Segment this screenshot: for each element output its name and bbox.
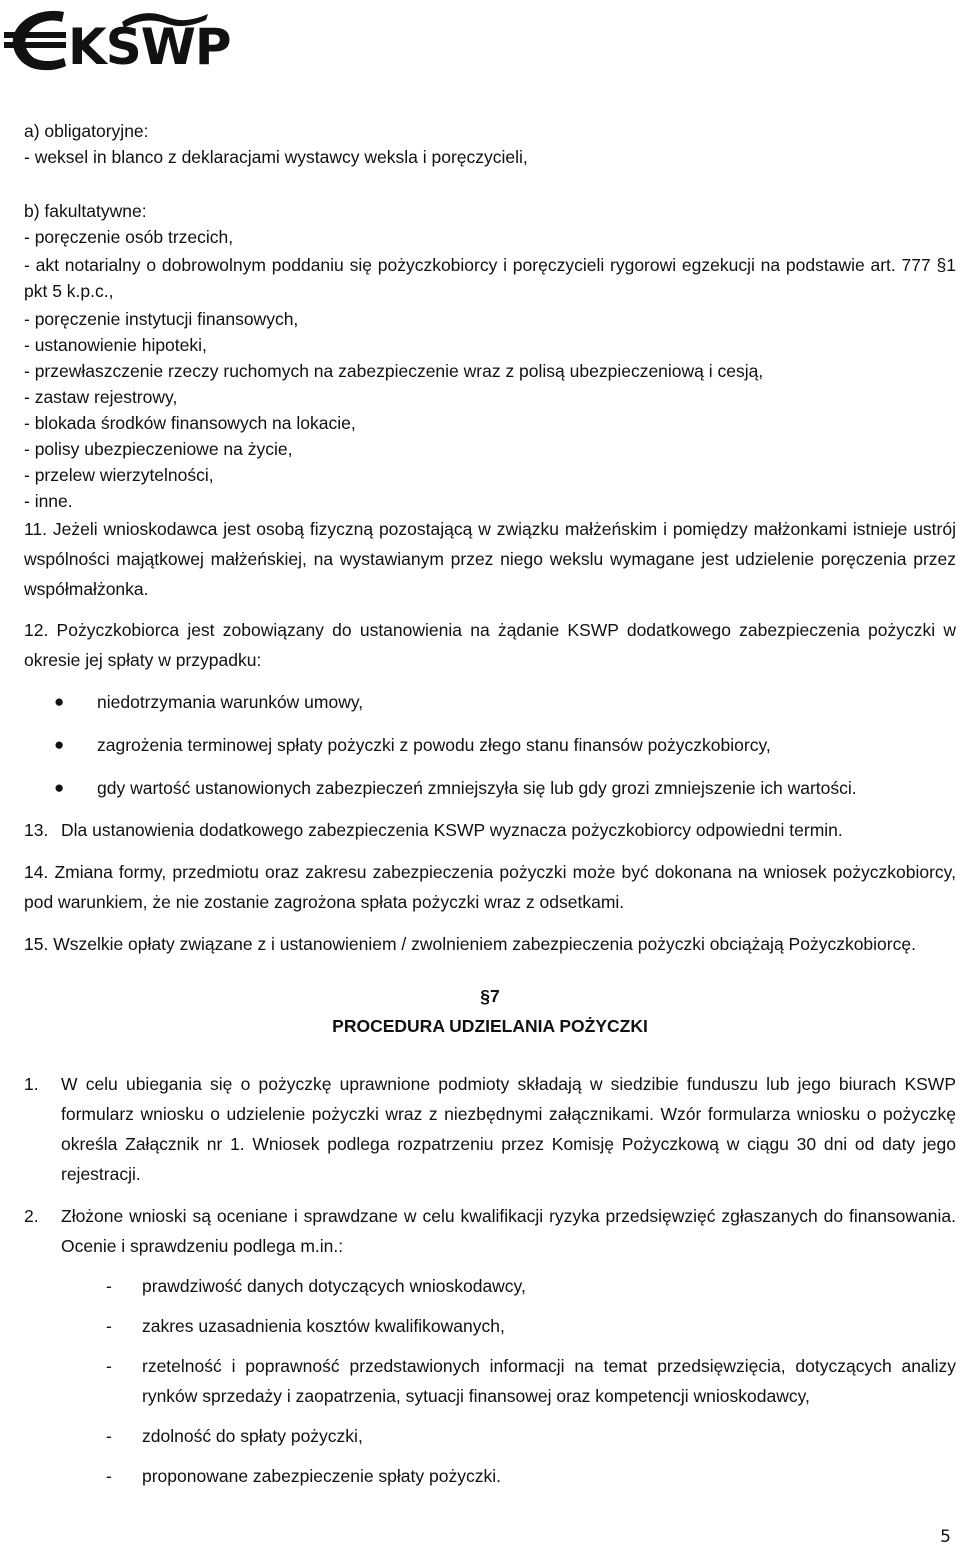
list-item: - ustanowienie hipoteki,: [24, 335, 207, 355]
paragraph-text: Dla ustanowienia dodatkowego zabezpieczenia KSWP wyznacza pożyczkobiorcy odpowiedni termin.: [61, 820, 843, 840]
dash-item: - rzetelność i poprawność przedstawionych informacji na temat przedsięwzięcia, dotyczących analizy rynków sprzedaży i zaopatrzenia, sytuacji finansowej oraz kompetencji wnioskodawcy,: [24, 1351, 956, 1411]
list-item: - blokada środków finansowych na lokacie,: [24, 413, 356, 433]
section-title: PROCEDURA UDZIELANIA POŻYCZKI: [332, 1016, 648, 1036]
dash-text: rzetelność i poprawność przedstawionych informacji na temat przedsięwzięcia, dotyczących analizy rynków sprzedaży i zaopatrzenia, sytuacji finansowej oraz kompetencji wnioskodawcy,: [142, 1356, 956, 1406]
list-item: - polisy ubezpieczeniowe na życie,: [24, 439, 293, 459]
paragraph-number: 2.: [24, 1206, 39, 1226]
paragraph-text: W celu ubiegania się o pożyczkę uprawnione podmioty składają w siedzibie funduszu lub jego biurach KSWP formularz wniosku o udzielenie pożyczki wraz z niezbędnymi załącznikami. Wzór formularza wniosku o pożyczkę określa Załącznik nr 1. Wniosek podlega rozpatrzeniu przez Komisję Pożyczkową w ciągu 30 dni od daty jego rejestracji.: [61, 1074, 956, 1184]
dash-item: - proponowane zabezpieczenie spłaty pożyczki.: [24, 1461, 956, 1491]
paragraph-number: 13.: [24, 820, 49, 840]
list-item: - zastaw rejestrowy,: [24, 387, 178, 407]
paragraph-13: [24, 815, 956, 845]
paragraph-12: 12. Pożyczkobiorca jest zobowiązany do ustanowienia na żądanie KSWP dodatkowego zabezpieczenia pożyczki w okresie jej spłaty w przypadku:: [24, 620, 956, 670]
list-item: - poręczenie osób trzecich,: [24, 227, 234, 247]
bullet-icon: ●: [54, 778, 65, 797]
dash-text: zakres uzasadnienia kosztów kwalifikowanych,: [142, 1316, 505, 1336]
bullet-text: zagrożenia terminowej spłaty pożyczki z powodu złego stanu finansów pożyczkobiorcy,: [97, 735, 771, 755]
paragraph-11: 11. Jeżeli wnioskodawca jest osobą fizyczną pozostającą w związku małżeńskim i pomiędzy małżonkami istnieje ustrój wspólności majątkowej małżeńskiej, na wystawianym przez niego wekslu wymagane jest udzielenie poręczenia przez współmałżonka.: [24, 519, 956, 599]
list-item: - weksel in blanco z deklaracjami wystawcy weksla i poręczycieli,: [24, 147, 528, 167]
dash-text: zdolność do spłaty pożyczki,: [142, 1426, 363, 1446]
list-b-heading: b) fakultatywne:: [24, 201, 147, 221]
dash-text: prawdziwość danych dotyczących wnioskodawcy,: [142, 1276, 526, 1296]
dash-item: - zdolność do spłaty pożyczki,: [24, 1421, 956, 1451]
euro-sign-icon: [4, 11, 66, 70]
paragraph-15: 15. Wszelkie opłaty związane z i ustanowieniem / zwolnieniem zabezpieczenia pożyczki obciążają Pożyczkobiorcę.: [24, 934, 916, 954]
bullet-icon: ●: [54, 692, 65, 711]
dash-item: - zakres uzasadnienia kosztów kwalifikowanych,: [24, 1311, 956, 1341]
list-item: - przelew wierzytelności,: [24, 465, 214, 485]
dash-text: proponowane zabezpieczenie spłaty pożyczki.: [142, 1466, 501, 1486]
section-number: §7: [480, 986, 500, 1006]
list-item: - inne.: [24, 491, 73, 511]
section-item-2: [24, 1201, 956, 1261]
document-body: [24, 118, 956, 1491]
paragraph-text: Złożone wnioski są oceniane i sprawdzane w celu kwalifikacji ryzyka przedsięwzięć zgłaszanych do finansowania. Ocenie i sprawdzeniu podlega m.in.:: [61, 1206, 956, 1256]
page-number: 5: [940, 1527, 951, 1547]
bullet-text: gdy wartość ustanowionych zabezpieczeń zmniejszyła się lub gdy grozi zmniejszenie ich wartości.: [97, 778, 857, 798]
bullet-icon: ●: [54, 735, 65, 754]
list-item: - akt notarialny o dobrowolnym poddaniu się pożyczkobiorcy i poręczycieli rygorowi egzekucji na podstawie art. 777 §1 pkt 5 k.p.c.,: [24, 255, 956, 301]
bullet-text: niedotrzymania warunków umowy,: [97, 692, 364, 712]
list-item: - przewłaszczenie rzeczy ruchomych na zabezpieczenie wraz z polisą ubezpieczeniową i cesją,: [24, 361, 764, 381]
list-item: - poręczenie instytucji finansowych,: [24, 309, 299, 329]
dash-item: - prawdziwość danych dotyczących wnioskodawcy,: [24, 1271, 956, 1301]
paragraph-number: 1.: [24, 1074, 39, 1094]
bullet-item: [24, 732, 956, 758]
logo-text: KSWP: [68, 18, 231, 76]
kswp-logo: [2, 4, 231, 76]
list-a-heading: a) obligatoryjne:: [24, 121, 149, 141]
paragraph-14: 14. Zmiana formy, przedmiotu oraz zakresu zabezpieczenia pożyczki może być dokonana na wniosek pożyczkobiorcy, pod warunkiem, że nie zostanie zagrożona spłata pożyczki wraz z odsetkami.: [24, 862, 956, 912]
bullet-item: [24, 689, 956, 715]
bullet-item: [24, 775, 956, 801]
section-item-1: [24, 1069, 956, 1189]
